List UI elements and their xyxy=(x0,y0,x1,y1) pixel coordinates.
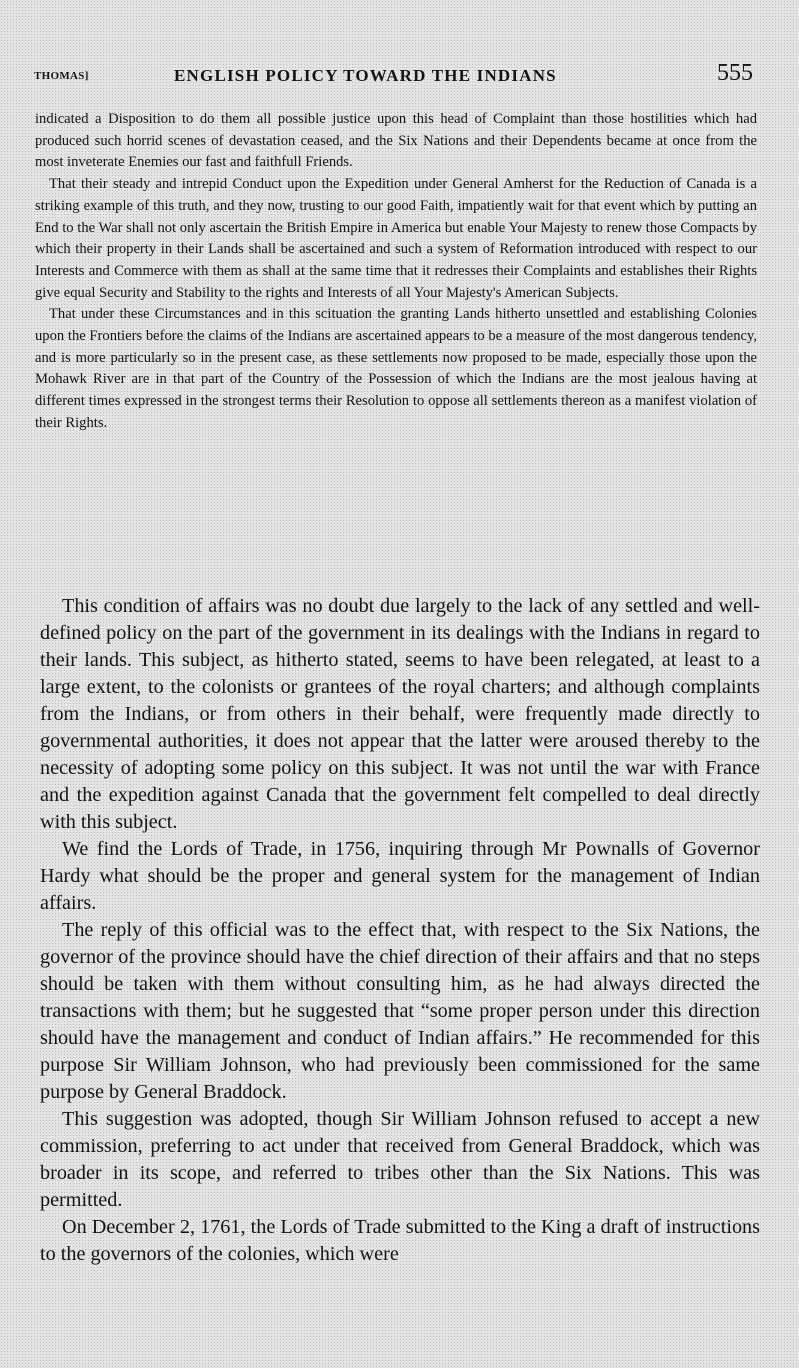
body-paragraph: This condition of affairs was no doubt due largely to the lack of any settled and well-defined policy on the part of the government in its dealings with the Indians in regard to their lands. This subject, as hitherto stated, seems to have been relegated, at least to a large extent, to the colonists or grantees of the royal charters; and although complaints from the Indians, or from others in their behalf, were frequently made directly to governmental authorities, it does not appear that the latter were aroused thereby to the necessity of adopting some policy on this subject. It was not until the war with France and the expedition against Canada that the government felt compelled to deal directly with this subject. xyxy=(40,595,760,833)
page-number: 555 xyxy=(717,60,753,86)
body-paragraph: We find the Lords of Trade, in 1756, inquiring through Mr Pownalls of Governor Hardy what should be the proper and general system for the management of Indian affairs. xyxy=(40,838,760,914)
body-paragraph: This suggestion was adopted, though Sir William Johnson refused to accept a new commission, preferring to act under that received from General Braddock, which was broader in its scope, and referred to tribes other than the Six Nations. This was permitted. xyxy=(40,1108,760,1211)
body-paragraph: The reply of this official was to the effect that, with respect to the Six Nations, the governor of the province should have the chief direction of their affairs and that no steps should be taken with them without consulting him, as he had always directed the transactions with them; but he suggested that “some proper person under this direction should have the management and conduct of Indian affairs.” He recommended for this purpose Sir William Johnson, who had previously been commissioned for the same purpose by General Braddock. xyxy=(40,919,760,1103)
running-header xyxy=(34,62,753,92)
body-paragraph: On December 2, 1761, the Lords of Trade submitted to the King a draft of instructions to the governors of the colonies, which were xyxy=(40,1216,760,1265)
header-author: THOMAS] xyxy=(34,70,89,82)
quote-paragraph: That their steady and intrepid Conduct upon the Expedition under General Amherst for the Reduction of Canada is a striking example of this truth, and they now, trusting to our good Faith, impatiently wait for that event which by putting an End to the War shall not only ascertain the British Empire in America but enable Your Majesty to renew those Compacts by which their property in their Lands shall be ascertained and such a system of Reformation introduced with respect to our Interests and Commerce with them as shall at the same time that it redresses their Complaints and establishes their Rights give equal Security and Stability to the rights and Interests of all Your Majesty's American Subjects. xyxy=(35,176,757,301)
quote-paragraph: That under these Circumstances and in this scituation the granting Lands hitherto unsettled and establishing Colonies upon the Frontiers before the claims of the Indians are ascertained appears to be a measure of the most dangerous tendency, and is more particularly so in the present case, as these settlements now proposed to be made, especially those upon the Mohawk River are in that part of the Country of the Possession of which the Indians are the most jealous having at different times expressed in the strongest terms their Resolution to oppose all settlements thereon as a manifest violation of their Rights. xyxy=(35,306,757,431)
body-text-block xyxy=(40,593,760,1268)
quoted-text-block xyxy=(35,109,757,435)
header-title: ENGLISH POLICY TOWARD THE INDIANS xyxy=(174,66,557,85)
quote-paragraph: indicated a Disposition to do them all possible justice upon this head of Complaint than those hostilities which had produced such horrid scenes of devastation ceased, and the Six Nations and their Dependents became at once from the most inveterate Enemies our fast and faithfull Friends. xyxy=(35,111,757,171)
